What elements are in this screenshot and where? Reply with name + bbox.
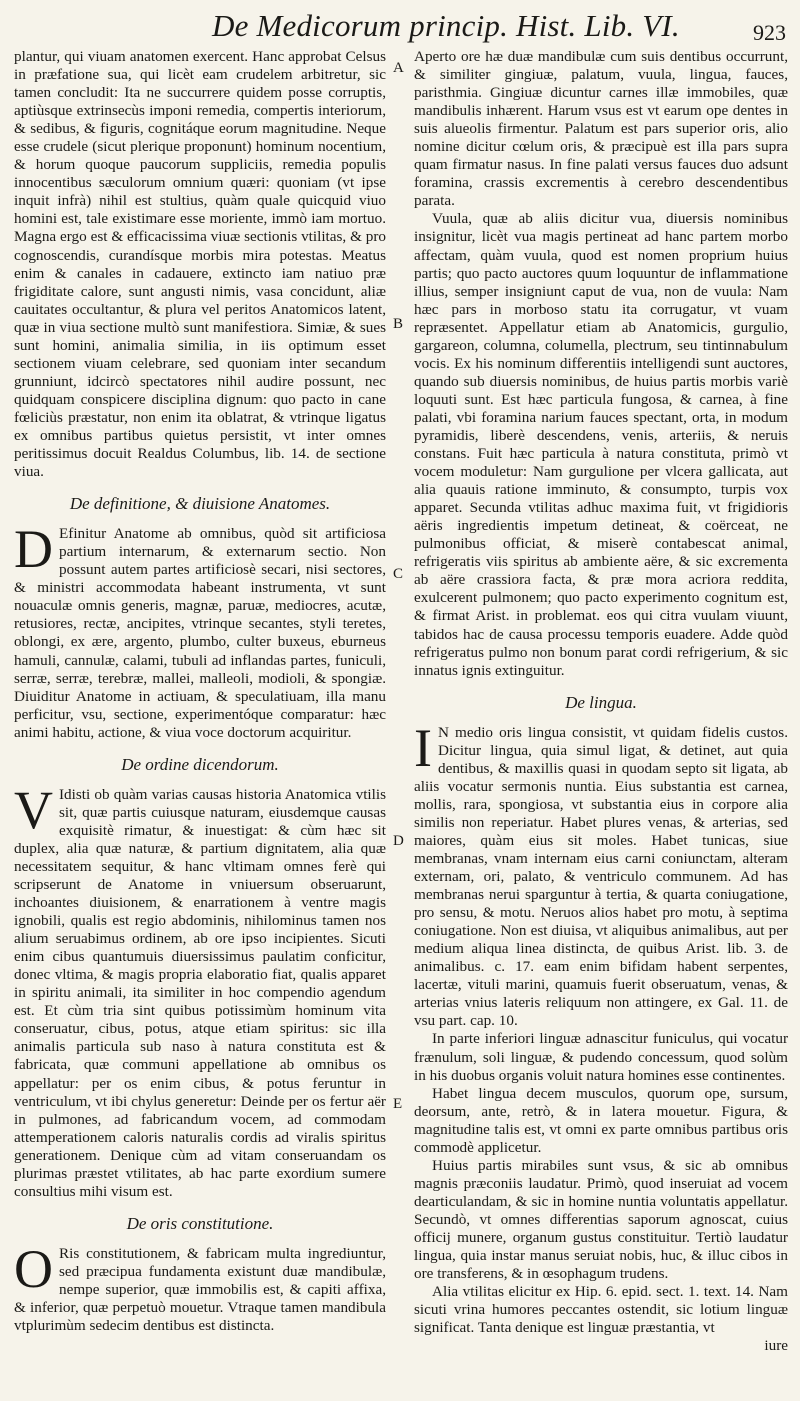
body-paragraph (14, 779, 386, 1201)
margin-marker-b: B (393, 316, 404, 332)
section-heading: De lingua. (565, 692, 637, 712)
running-head: De Medicorum princip. Hist. Lib. VI. (212, 8, 680, 43)
body-paragraph: Aperto ore hæ duæ mandibulæ cum suis dentibus occurrunt, & similiter gingiuæ, palatum, vuula, lingua, fauces, paristhmia. Gingiuæ dicuntur carnes illæ immobiles, quæ mandibulis inhærent. Harum vsus est vt earum ope dentes in suis alueolis firmentur. Palatum est pars superior oris, alio nomine dicitur cœlum oris, & præcipuè est illa pars supra quam firmatur nasus. In fine palati versus fauces duo adsunt foramina, crassis excrementis à cerebro descendentibus parata. (414, 48, 788, 210)
body-paragraph (14, 519, 386, 742)
catchword: iure (764, 1337, 788, 1355)
section-heading: De definitione, & diuisione Anatomes. (69, 494, 331, 514)
drop-cap: I (414, 717, 432, 778)
margin-marker-c: C (393, 566, 404, 582)
margin-marker-e: E (393, 1096, 403, 1112)
body-paragraph: In parte inferiori linguæ adnascitur funiculus, qui vocatur frænulum, soli linguæ, & pudendo concessum, quod solùm in his duobus organis voluit natura homines esse continentes. (414, 1030, 788, 1084)
paragraph-text: Ris constitutionem, & fabricam multa ingrediuntur, sed præcipua fundamenta existunt duæ mandibulæ, nempe superior, quæ immobilis est, & capiti affixa, & inferior, quæ perpetuò mouetur. Vtraque tamen mandibula vtplurimùm sedecim dentibus est distincta. (14, 1244, 386, 1335)
paragraph-text: Efinitur Anatome ab omnibus, quòd sit artificiosa partium internarum, & externarum sectio. Non possunt autem partes artificiosè secari, nisi sectores, & ministri accommodata habeant instrumenta, vt sunt nouaculæ omnis generis, magnæ, paruæ, mediocres, acutæ, retusiores, rectæ, ancipites, vtrinque secantes, styli teretes, oblongi, ex ære, argento, plumbo, culter buxeus, eburneus hamuli, cannulæ, calami, tubuli ad inflandas partes, funiculi, serræ, serræ, terebræ, mallei, malleoli, modioli, & spongiæ. Diuiditur Anatome in actiuam, & speculatiuam, illa manu perficitur, vsu, sectione, experimentóque comparatur: hæc animi habitu, actione, & viua voce doctorum acquiritur. (14, 525, 386, 741)
body-paragraph (14, 1238, 386, 1335)
body-paragraph: Huius partis mirabiles sunt vsus, & sic ab omnibus magnis præconiis laudatur. Primò, quod inseruiat ad vocem dearticulandam, & sic in homine nuntia voluntatis appellatur. Secundò, vt omnes differentias saporum agnoscat, cuius officij munere, organum gustus constituitur. Tertiò laudatur lingua, quia instar manus seruiat nobis, huc, & illuc cibos in ore transferens, & in œsophagum trudens. (414, 1156, 788, 1283)
drop-cap: O (14, 1238, 53, 1299)
body-paragraph (414, 717, 788, 1031)
page-number: 923 (753, 20, 786, 45)
left-column (14, 48, 386, 1335)
paragraph-text: N medio oris lingua consistit, vt quidam fidelis custos. Dicitur lingua, quia simul ligat, & detinet, aut quia dentibus, & maxillis quasi in quodam septo sit ligata, ab aliis vocatur sermonis nuntia. Eius substantia est carnea, mollis, rara, spongiosa, vt substantia eius in corpore alia similis non reperiatur. Habet plures venas, & arterias, sed maiores, quàm eius sit moles. Habet tunicas, siue membranas, vnam internam eius carni coniunctam, alteram externam, ori, palato, & ventriculo communem. Ad has membranas nerui sparguntur à tertia, & quarta coniugatione, pro sensu, & motu. Neruos alios habet pro motu, à septima coniugatione. Non est diuisa, vt aliquibus animalibus, aut per medium aliqua linea distincta, de quibus Arist. lib. 3. de animalibus. c. 17. eam enim bifidam habent serpentes, lacertæ, vituli marini, quamuis fuerit obseruatum, venas, & arterias vnius lateris reliquum non attingere, ex Gal. 11. de vsu part. cap. 10. (414, 723, 788, 1030)
margin-marker-d: D (393, 833, 404, 849)
right-column (414, 48, 788, 1355)
margin-marker-a: A (393, 60, 404, 76)
body-paragraph: plantur, qui viuam anatomen exercent. Hanc approbat Celsus in præfatione sua, qui licèt eam crudelem arbitretur, sic tamen concludit: Ita ne succurrere quidem posse corruptis, aptiùsque extrinsecùs imponi remedia, compertis interiorum, & sedibus, & figuris, cognitáque eorum magnitudine. Neque esse crudele (sicut plerique proponunt) hominum nocentium, & horum quoque paucorum suppliciis, remedia populis innocentibus sæculorum omnium quæri: quoniam (vt ipse inquit infrà) nihil est stultius, quàm quale quicquid viuo homini est, tale existimare esse moriente, immò iam mortuo. Magna ergo est & efficacissima viuæ sectionis vtilitas, & pro cognoscendis, curandísque morbis mira potestas. Meatus enim & canales in cadauere, extincto iam natiuo præ frigiditate calore, sunt angusti nimis, vasa concidunt, aliæ cauitates occultantur, & plura vel peritos Anatomicos latent, quæ in viua sectione multò sunt manifestiora. Simiæ, & sues sunt homini, animalia similia, in iis optimum esset sectionem viuam celebrare, sed quoniam inter secandum grunniunt, idcircò spectatores nihil audire possunt, nec quidquam conspicere disciplina dignum: quo pacto in cane fœliciùs præstatur, non enim ita oblatrat, & vtrinque ligatus ex omnibus partibus quietus persistit, vt inter omnes peritissimus docuit Realdus Columbus, lib. 14. de sectione viua. (14, 48, 386, 481)
body-paragraph: Alia vtilitas elicitur ex Hip. 6. epid. sect. 1. text. 14. Nam sicuti vrina humores peccantes ostendit, sic lotium linguæ significat. Tanta denique est linguæ præstantia, vt (414, 1283, 788, 1337)
section-heading: De ordine dicendorum. (121, 754, 279, 774)
paragraph-text: Idisti ob quàm varias causas historia Anatomica vtilis sit, quæ partis cuiusque naturam, eiusdemque causas exquisitè rimatur, & inuestigat: & cùm hæc sit duplex, alia quæ naturæ, & partium dignitatem, alia quæ necessitatem sequitur, & hanc vltimam omnes ferè qui scripserunt de Anatome in vniuersum obseruarunt, inchoantes diuisionem, & enarrationem à ventre magis ignobili, qualis est regio abdominis, nihilominus tamen nos alium seruabimus ordinem, ab ore ipso incipientes. Sicuti enim cibus quantumuis diuersissimus paulatim conficitur, donec vltima, & magis propria elaboratio fiat, qualis apparet in spiritu animali, ita similiter in hoc compendio agendum est. Et cùm tria sint quibus potissimùm hominum vita conseruatur, cibus, potus, atque etiam spiritus: sic illa animalis particula sub naso à natura constituta est & fabricata, quæ communi appellatione ab omnibus os appellatur: per os enim cibus, & potus feruntur in ventriculum, vt ibi chylus generetur: Deinde per os fertur aër in pulmones, ad fabricandum vocem, ad commodam attemperationem caloris naturalis cordis ad viralis spiritus generationem. Denique cùm ad vitam conseruandam os plurimas præstet vtilitates, ab hac parte exordium sumere consultius mihi visum est. (14, 785, 386, 1200)
page-header (0, 0, 800, 48)
drop-cap: D (14, 519, 53, 580)
section-heading: De oris constitutione. (126, 1213, 274, 1233)
body-paragraph: Habet lingua decem musculos, quorum ope, sursum, deorsum, ante, retrò, & in latera mouetur. Figura, & magnitudine talis est, vt omni ex parte omnibus partibus oris commodè applicetur. (414, 1084, 788, 1156)
drop-cap: V (14, 779, 53, 840)
body-paragraph: Vuula, quæ ab aliis dicitur vua, diuersis nominibus insignitur, licèt vua magis pertineat ad hanc partem morbo affectam, quàm vuula, quod est nomen proprium huius partis; quo pacto auctores quum loquuntur de inflammatione illius, semper insigniunt caput de vua, non de vuula: Nam hæc pars in morboso statu ita corrugatur, vt vuam repræsentet. Appellatur etiam ab Anatomicis, gurgulio, gargareon, columna, columella, plectrum, seu tintinnabulum vocis. Ex his nominum differentiis intelligendi sunt auctores, quando sub diuersis nominibus, de huius partis morbis variè loquuti sunt. Est hæc particula fungosa, & carnea, à fine palati, vbi foramina narium fauces spectant, orta, in modum pyramidis, liberè descendens, venis, arteriis, & neruis constans. Fuit hæc particula à natura constituta, primò vt vocem moduletur: Nam gurgulione per vlcera gallicata, aut alia quauis ratione imminuto, & consumpto, turpis vox apparet. Secunda vtilitas adhuc maxima fuit, vt frigidioris aëris ingredientis impetum detineat, & coërceat, ne pulmonibus officiat, & miserè contabescat animal, refrigeratis viis spiritus ab ambiente aëre, & sic excrementa ab aëre crassiora facta, & præ mora acriora reddita, exulcerent pulmonem; quo pacto experimento cognitum est, & firmat Arist. in problemat. eos qui citra vuulam viuunt, tabidos hac de causa processu temporis euadere. Adde quòd refrigeratus pulmo non bonum parat cordi refrigerium, & sic innatus ignis extinguitur. (414, 210, 788, 679)
